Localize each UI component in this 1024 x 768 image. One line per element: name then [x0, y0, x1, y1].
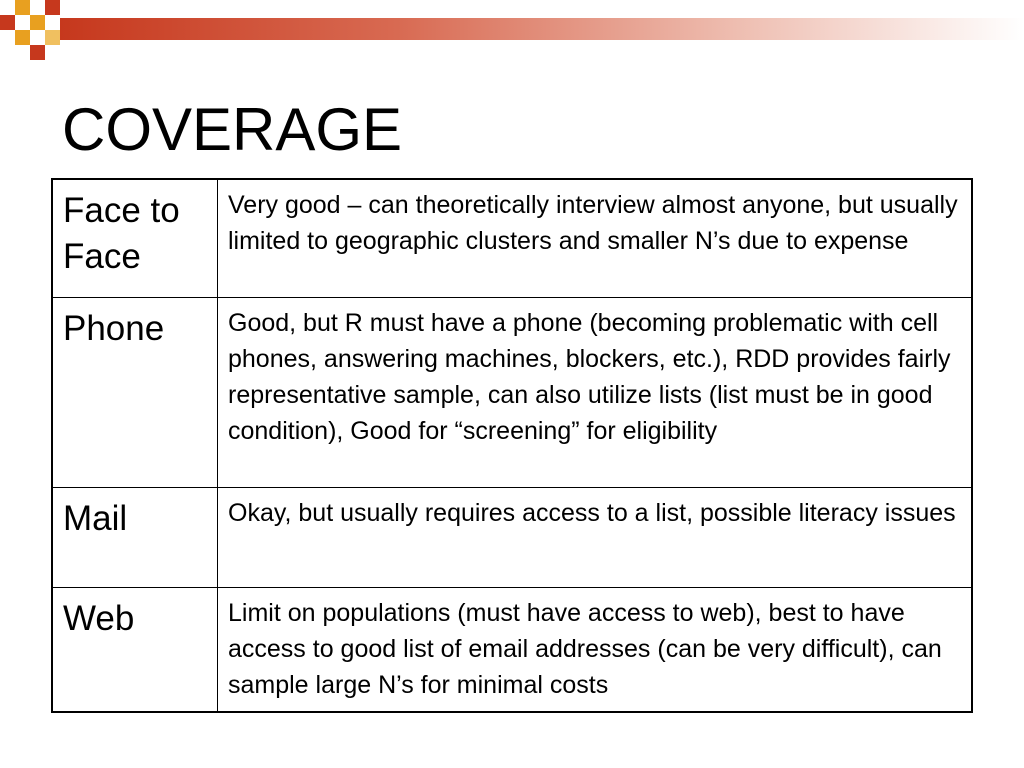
description-cell-web: Limit on populations (must have access to web), best to have access to good list of email addresses (can be very difficult), can sample large N’s for minimal costs — [218, 587, 973, 712]
slide-title: COVERAGE — [62, 96, 403, 163]
coverage-table — [51, 178, 973, 713]
decorative-square-red-3 — [30, 45, 45, 60]
mode-cell-web: Web — [52, 587, 218, 712]
table-row — [52, 179, 972, 297]
decorative-square-gold-2 — [30, 15, 45, 30]
description-cell-mail: Okay, but usually requires access to a list, possible literacy issues — [218, 487, 973, 587]
table-row — [52, 587, 972, 712]
table-row — [52, 487, 972, 587]
mode-cell-phone: Phone — [52, 297, 218, 487]
description-cell-face-to-face: Very good – can theoretically interview almost anyone, but usually limited to geographic clusters and smaller N’s due to expense — [218, 179, 973, 297]
decorative-square-red-2 — [45, 0, 60, 15]
decorative-square-gold-4 — [45, 30, 60, 45]
decorative-square-gold-3 — [15, 30, 30, 45]
mode-cell-face-to-face: Face to Face — [52, 179, 218, 297]
description-cell-phone: Good, but R must have a phone (becoming problematic with cell phones, answering machines, blockers, etc.), RDD provides fairly representative sample, can also utilize lists (list must be in good condition), Good for “screening” for eligibility — [218, 297, 973, 487]
decorative-square-red-1 — [0, 15, 15, 30]
decorative-header-bar — [60, 18, 1024, 40]
mode-cell-mail: Mail — [52, 487, 218, 587]
table-row — [52, 297, 972, 487]
decorative-square-gold-1 — [15, 0, 30, 15]
